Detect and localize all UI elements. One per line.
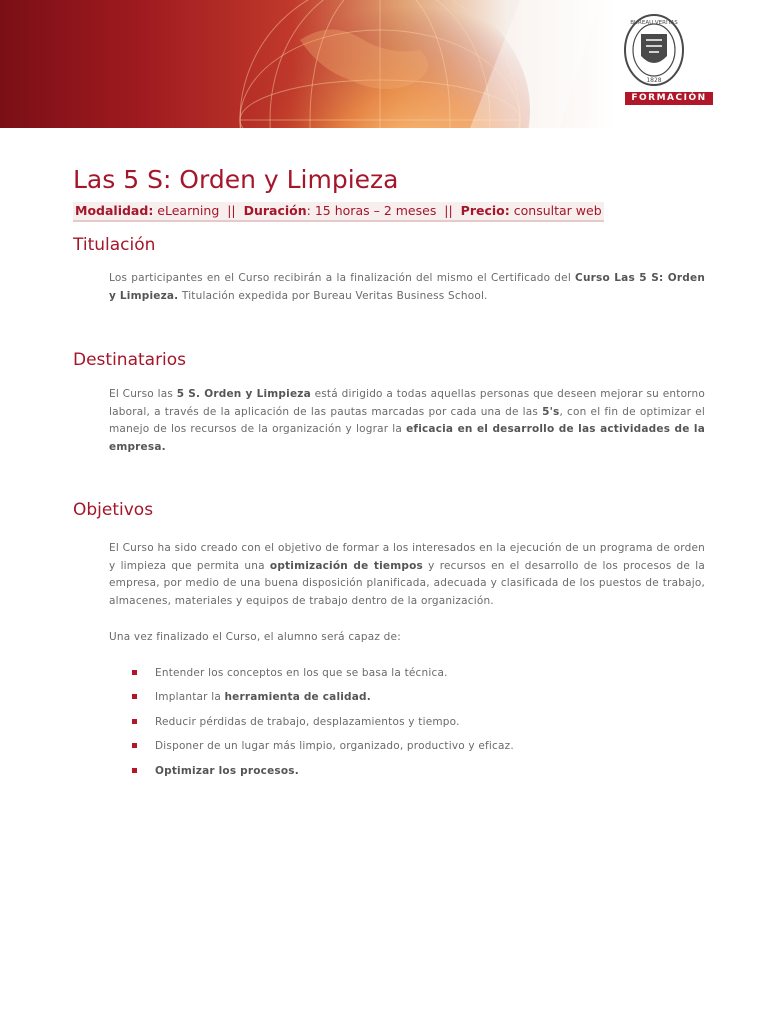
heading-titulacion: Titulación: [73, 235, 156, 255]
meta-separator: ||: [444, 203, 453, 218]
precio-value: consultar web: [513, 203, 602, 218]
formacion-tag: FORMACIÓN: [625, 92, 713, 105]
header-banner: [0, 0, 768, 128]
objetivos-paragraph: El Curso ha sido creado con el objetivo de formar a los interesados en la ejecución de un programa de orden y limpieza que permita una optimización de tiempos y recursos en el desarrollo de los procesos de la empresa, por medio de una buena disposición planificada, adecuada y clasificada de los puestos de trabajo, almacenes, materiales y equipos de trabajo dentro de la organización.: [109, 542, 705, 607]
heading-objetivos: Objetivos: [73, 500, 154, 520]
bullet-square-icon: [132, 694, 137, 699]
bullet-square-icon: [132, 719, 137, 724]
destinatarios-paragraph: El Curso las 5 S. Orden y Limpieza está dirigido a todas aquellas personas que deseen mejorar su entorno laboral, a través de la aplicación de las pautas marcadas por cada una de las 5's, con el fin de optimizar el manejo de los recursos de la organización y lograr la eficacia en el desarrollo de las actividades de la empresa.: [109, 388, 706, 453]
meta-separator: ||: [227, 203, 236, 218]
bureau-veritas-logo: [623, 14, 715, 108]
bullet-square-icon: [132, 768, 137, 773]
svg-text:BUREAU VERITAS: BUREAU VERITAS: [630, 20, 678, 26]
duracion-value: 15 horas – 2 meses: [314, 203, 437, 218]
bullet-square-icon: [132, 670, 137, 675]
list-item: Entender los conceptos en los que se basa la técnica.: [109, 666, 705, 691]
bullet-square-icon: [132, 743, 137, 748]
section-objetivos: [73, 498, 705, 788]
list-item: Reducir pérdidas de trabajo, desplazamientos y tiempo.: [109, 715, 705, 740]
course-meta: Modalidad: eLearning || Duración: 15 horas – 2 meses || Precio: consultar web: [73, 202, 604, 222]
section-destinatarios: [73, 348, 705, 456]
modalidad-value: eLearning: [157, 203, 220, 218]
list-item: Implantar la herramienta de calidad.: [109, 690, 705, 715]
duracion-label: Duración: [243, 203, 307, 218]
titulacion-paragraph: Los participantes en el Curso recibirán a la finalización del mismo el Certificado del Curso Las 5 S: Orden y Limpieza. Titulación expedida por Bureau Veritas Business School.: [109, 272, 705, 302]
bureau-veritas-seal-icon: [623, 14, 685, 90]
main-content: [73, 160, 706, 777]
list-item: Optimizar los procesos.: [109, 764, 705, 789]
svg-text:1828: 1828: [646, 77, 662, 84]
page-title: Las 5 S: Orden y Limpieza: [73, 165, 399, 194]
list-item: Disponer de un lugar más limpio, organizado, productivo y eficaz.: [109, 739, 705, 764]
objetivos-list: [109, 666, 705, 789]
objetivos-intro: Una vez finalizado el Curso, el alumno será capaz de:: [109, 631, 401, 643]
heading-destinatarios: Destinatarios: [73, 350, 187, 370]
precio-label: Precio:: [460, 203, 510, 218]
section-titulacion: [73, 233, 705, 305]
modalidad-label: Modalidad: [75, 203, 149, 218]
